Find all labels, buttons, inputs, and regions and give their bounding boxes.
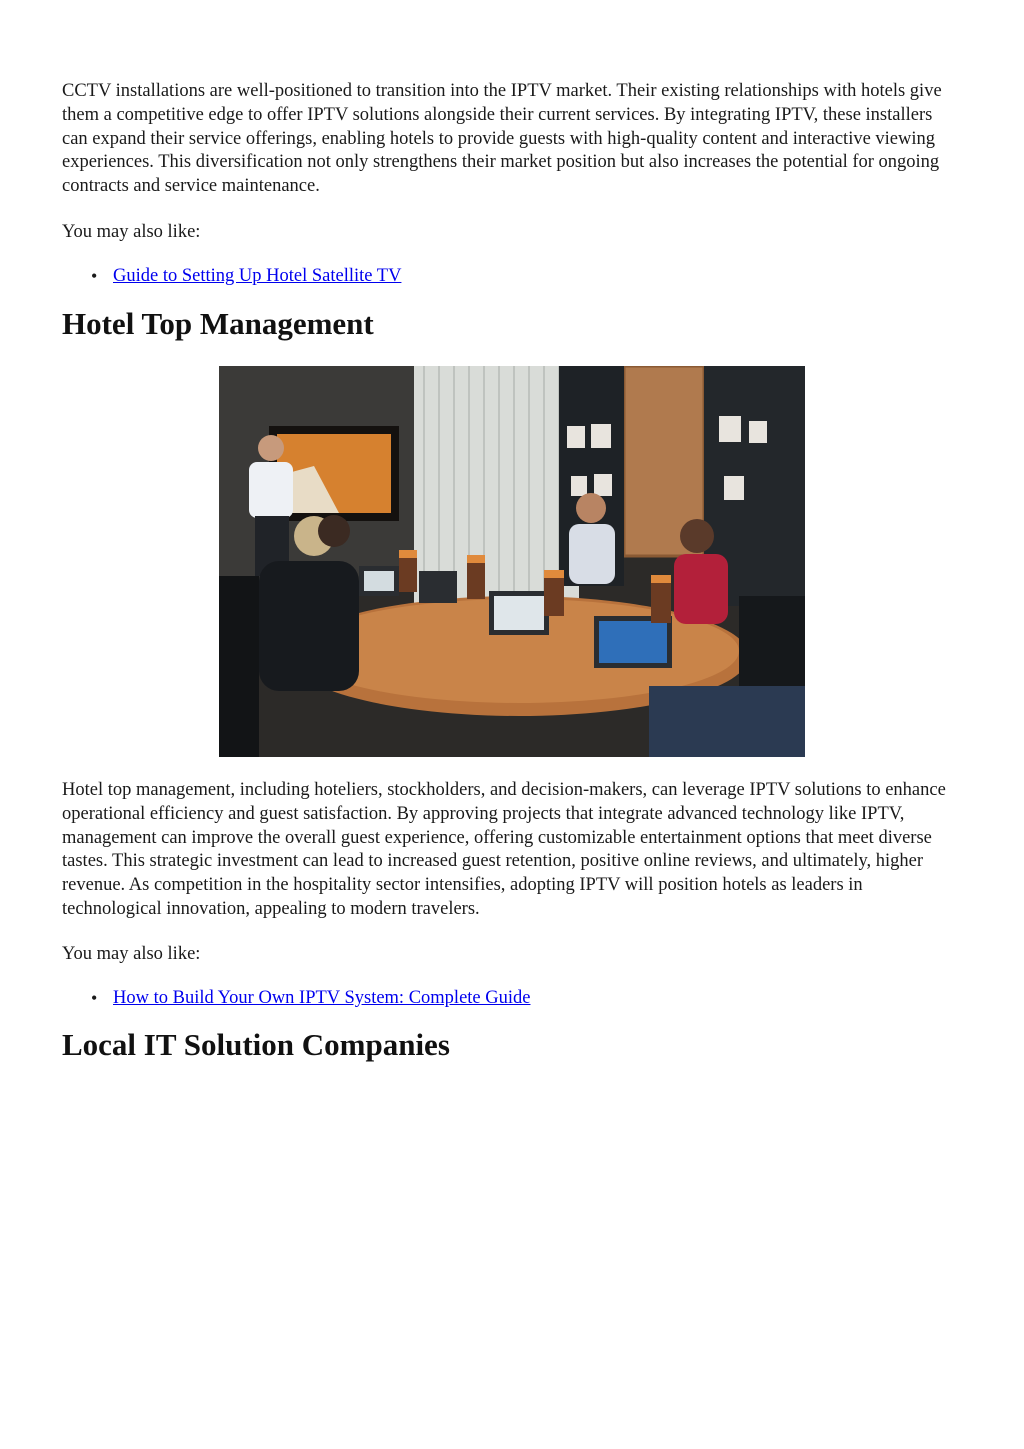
- section-heading-hotel-top-management: Hotel Top Management: [62, 305, 374, 341]
- related-links-list: [62, 986, 962, 1010]
- photo-container: [62, 366, 962, 757]
- article-content: [62, 80, 962, 1063]
- you-may-also-like-label: You may also like:: [62, 943, 201, 964]
- hotel-management-paragraph: Hotel top management, including hoteliers, stockholders, and decision-makers, can leverage IPTV solutions to enhance operational efficiency and guest satisfaction. By approving projects that integrate advanced technology like IPTV, management can improve the overall guest experience, offering customizable entertainment options that meet diverse tastes. This strategic investment can lead to increased guest retention, positive online reviews, and ultimately, higher revenue. As competition in the hospitality sector intensifies, adopting IPTV will position hotels as leaders in technological innovation, appealing to modern travelers.: [62, 779, 946, 919]
- related-links-list: [62, 264, 962, 288]
- related-link-build-iptv[interactable]: How to Build Your Own IPTV System: Complete Guide: [113, 987, 531, 1008]
- meeting-room-photo: [219, 366, 805, 757]
- related-link-satellite-tv[interactable]: Guide to Setting Up Hotel Satellite TV: [113, 265, 402, 286]
- you-may-also-like-label: You may also like:: [62, 221, 201, 242]
- list-item: [62, 264, 962, 288]
- bullet-icon: •: [91, 987, 98, 1008]
- section-heading-local-it: Local IT Solution Companies: [62, 1026, 450, 1062]
- bullet-icon: •: [91, 265, 98, 286]
- list-item: [62, 986, 962, 1010]
- intro-paragraph: CCTV installations are well-positioned to transition into the IPTV market. Their existing relationships with hotels give them a competitive edge to offer IPTV solutions alongside their current services. By integrating IPTV, these installers can expand their service offerings, enabling hotels to provide guests with high-quality content and interactive viewing experiences. This diversification not only strengthens their market position but also increases the potential for ongoing contracts and service maintenance.: [62, 81, 942, 197]
